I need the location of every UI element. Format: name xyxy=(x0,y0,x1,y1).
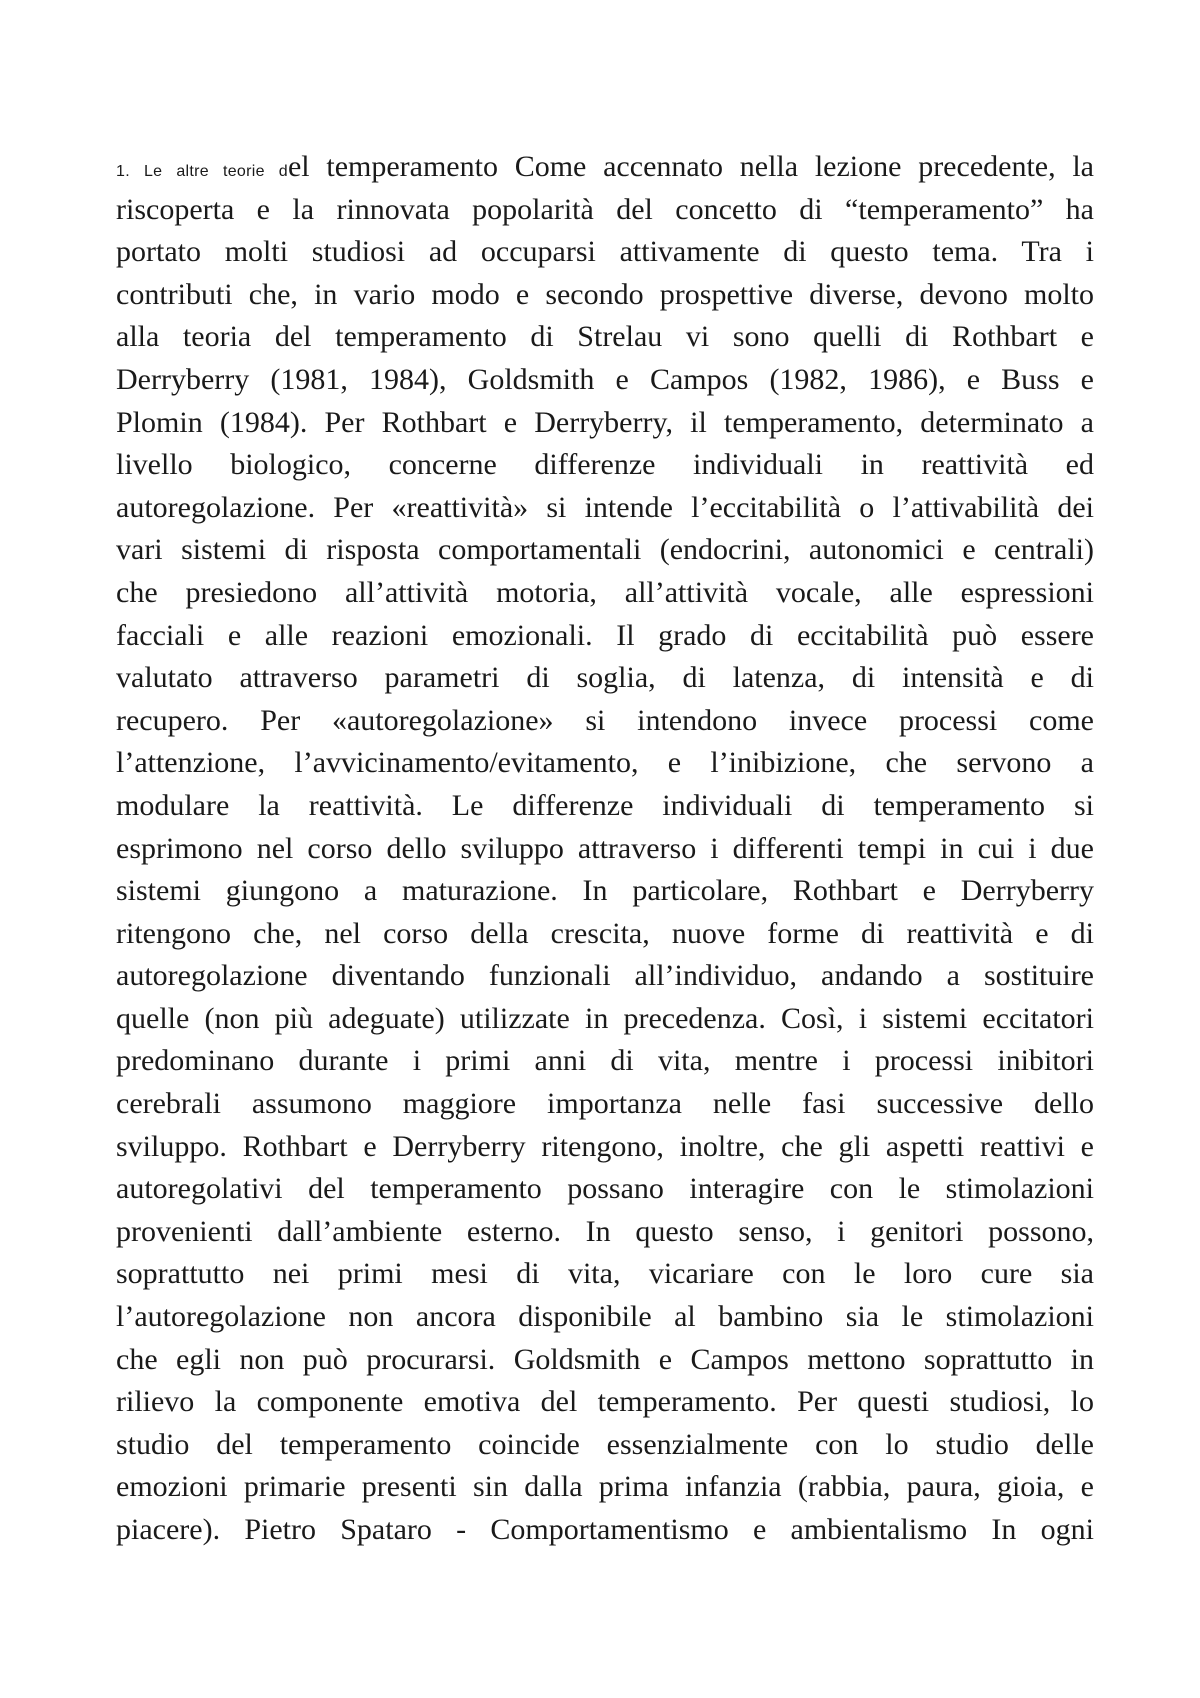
text-line: soprattutto nei primi mesi di vita, vicariare con le loro cure sia xyxy=(116,1257,1094,1291)
text-line: autoregolazione diventando funzionali all’individuo, andando a sostituire xyxy=(116,959,1094,993)
text-line: modulare la reattività. Le differenze individuali di temperamento si xyxy=(116,788,1094,822)
text-line: che egli non può procurarsi. Goldsmith e Campos mettono soprattutto in xyxy=(116,1342,1094,1376)
text-line-1 xyxy=(116,146,1094,189)
text-line: piacere). Pietro Spataro - Comportamentismo e ambientalismo In ogni xyxy=(116,1513,1094,1546)
text-line: Derryberry (1981, 1984), Goldsmith e Campos (1982, 1986), e Buss e xyxy=(116,362,1094,396)
body-text xyxy=(116,146,1094,1552)
text-line: quelle (non più adeguate) utilizzate in precedenza. Così, i sistemi eccitatori xyxy=(116,1001,1094,1035)
text-line: autoregolazione. Per «reattività» si intende l’eccitabilità o l’attivabilità dei xyxy=(116,490,1094,524)
text-line: recupero. Per «autoregolazione» si intendono invece processi come xyxy=(116,703,1094,737)
text-line: autoregolativi del temperamento possano interagire con le stimolazioni xyxy=(116,1172,1094,1206)
text-line: sviluppo. Rothbart e Derryberry ritengono, inoltre, che gli aspetti reattivi e xyxy=(116,1129,1094,1163)
first-line-text: el temperamento Come accennato nella lezione precedente, la xyxy=(287,150,1094,183)
text-line: l’attenzione, l’avvicinamento/evitamento, e l’inibizione, che servono a xyxy=(116,746,1094,780)
text-line: sistemi giungono a maturazione. In particolare, Rothbart e Derryberry xyxy=(116,874,1094,908)
text-line: emozioni primarie presenti sin dalla prima infanzia (rabbia, paura, gioia, e xyxy=(116,1470,1094,1504)
text-line: facciali e alle reazioni emozionali. Il grado di eccitabilità può essere xyxy=(116,618,1094,652)
text-line: rilievo la componente emotiva del temperamento. Per questi studiosi, lo xyxy=(116,1385,1094,1419)
text-line: valutato attraverso parametri di soglia, di latenza, di intensità e di xyxy=(116,661,1094,695)
text-line: studio del temperamento coincide essenzialmente con lo studio delle xyxy=(116,1427,1094,1461)
text-line: l’autoregolazione non ancora disponibile al bambino sia le stimolazioni xyxy=(116,1300,1094,1334)
text-line: provenienti dall’ambiente esterno. In questo senso, i genitori possono, xyxy=(116,1214,1094,1248)
text-line: riscoperta e la rinnovata popolarità del concetto di “temperamento” ha xyxy=(116,192,1094,226)
text-line: che presiedono all’attività motoria, all’attività vocale, alle espressioni xyxy=(116,575,1094,609)
text-line: livello biologico, concerne differenze individuali in reattività ed xyxy=(116,448,1094,482)
text-line: Plomin (1984). Per Rothbart e Derryberry, il temperamento, determinato a xyxy=(116,405,1094,439)
text-line: ritengono che, nel corso della crescita, nuove forme di reattività e di xyxy=(116,916,1094,950)
text-line: vari sistemi di risposta comportamentali (endocrini, autonomici e centrali) xyxy=(116,533,1094,567)
text-line: alla teoria del temperamento di Strelau vi sono quelli di Rothbart e xyxy=(116,320,1094,354)
text-line: esprimono nel corso dello sviluppo attraverso i differenti tempi in cui i due xyxy=(116,831,1094,865)
text-line: predominano durante i primi anni di vita, mentre i processi inibitori xyxy=(116,1044,1094,1078)
heading-prefix: 1. Le altre teorie d xyxy=(116,163,288,180)
text-line: portato molti studiosi ad occuparsi attivamente di questo tema. Tra i xyxy=(116,235,1094,269)
text-line: cerebrali assumono maggiore importanza nelle fasi successive dello xyxy=(116,1087,1094,1121)
text-line: contributi che, in vario modo e secondo prospettive diverse, devono molto xyxy=(116,277,1094,311)
